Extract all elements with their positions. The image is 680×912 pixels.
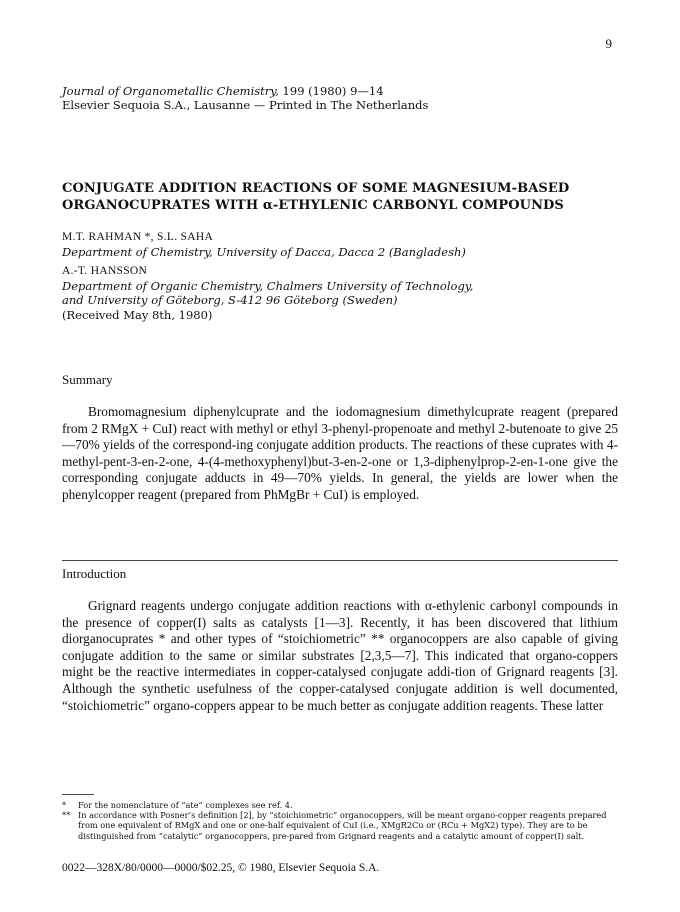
title-line-2: ORGANOCUPRATES WITH α-ETHYLENIC CARBONYL COMPOUNDS: [62, 198, 564, 213]
affiliation-1: Department of Chemistry, University of Dacca, Dacca 2 (Bangladesh): [62, 244, 466, 259]
journal-header: [62, 84, 428, 112]
received-date: (Received May 8th, 1980): [62, 307, 213, 322]
footnote-2: [62, 810, 622, 841]
summary-text: Bromomagnesium diphenylcuprate and the iodomagnesium dimethylcuprate reagent (prepared from 2 RMgX + CuI) react with methyl or ethyl 3-phenyl-propenoate and methyl 2-butenoate to give 25—70% yields of the correspond-ing conjugate addition products. The reactions of these cuprates with 4-methyl-pent-3-en-2-one, 4-(4-methoxyphenyl)but-3-en-2-one or 1,3-diphenylprop-2-en-1-one give the corresponding conjugate adducts in 49—70% yields. In general, the yields are lower when the phenylcopper reagent (prepared from PhMgBr + CuI) is employed.: [62, 404, 618, 502]
paper-title: [62, 180, 632, 214]
summary-section: [62, 404, 618, 504]
footnote-divider: [62, 794, 94, 795]
introduction-heading: Introduction: [62, 566, 127, 581]
footnotes: [62, 800, 622, 841]
affiliation-2-line-1: Department of Organic Chemistry, Chalmers University of Technology,: [62, 278, 474, 293]
author-group-2: A.-T. HANSSON: [62, 265, 148, 277]
author-block: [62, 230, 642, 322]
author-group-1: M.T. RAHMAN *, S.L. SAHA: [62, 231, 214, 243]
footnote-mark: *: [62, 800, 67, 810]
footnote-mark: **: [62, 810, 71, 821]
footnote-1: [62, 800, 622, 810]
publisher-line: Elsevier Sequoia S.A., Lausanne — Printed in The Netherlands: [62, 98, 429, 112]
journal-name: Journal of Organometallic Chemistry,: [62, 84, 279, 98]
footnote-text: In accordance with Posner’s definition [2], by “stoichiometric” organocoppers, will be meant organo-copper reagents prepared from one equivalent of RMgX and one or one-half equivalent of CuI (i.e., XMgR2Cu or (RCu + MgX2) type). They are to be distinguished from “catalytic” organocoppers, pre-pared from Grignard reagents and a catalytic amount of copper(I) salt.: [78, 810, 607, 841]
introduction-section: [62, 598, 618, 714]
journal-citation: [62, 84, 428, 98]
section-divider: [62, 560, 618, 561]
issn-copyright-line: 0022—328X/80/0000—0000/$02.25, © 1980, Elsevier Sequoia S.A.: [62, 862, 380, 874]
title-line-1: CONJUGATE ADDITION REACTIONS OF SOME MAGNESIUM-BASED: [62, 181, 570, 196]
page-number: 9: [605, 36, 612, 51]
footnote-text: For the nomenclature of “ate” complexes see ref. 4.: [78, 800, 293, 810]
journal-volume: 199 (1980) 9—14: [278, 84, 384, 98]
summary-heading: Summary: [62, 372, 113, 387]
affiliation-2-line-2: and University of Göteborg, S-412 96 Göteborg (Sweden): [62, 293, 398, 307]
introduction-text: Grignard reagents undergo conjugate addition reactions with α-ethylenic carbonyl compounds in the presence of copper(I) salts as catalysts [1—3]. Recently, it has been discovered that lithium diorganocuprates * and other types of “stoichiometric” ** organocoppers are also capable of giving conjugate addition to the same or similar substrates [2,3,5—7]. This indicated that organo-coppers might be the reactive intermediates in copper-catalysed conjugate addi-tion of Grignard reagents [3]. Although the synthetic usefulness of the copper-catalysed conjugate addition is well documented, “stoichiometric” organo-coppers appear to be much better as conjugate addition reagents. These latter: [62, 598, 618, 713]
